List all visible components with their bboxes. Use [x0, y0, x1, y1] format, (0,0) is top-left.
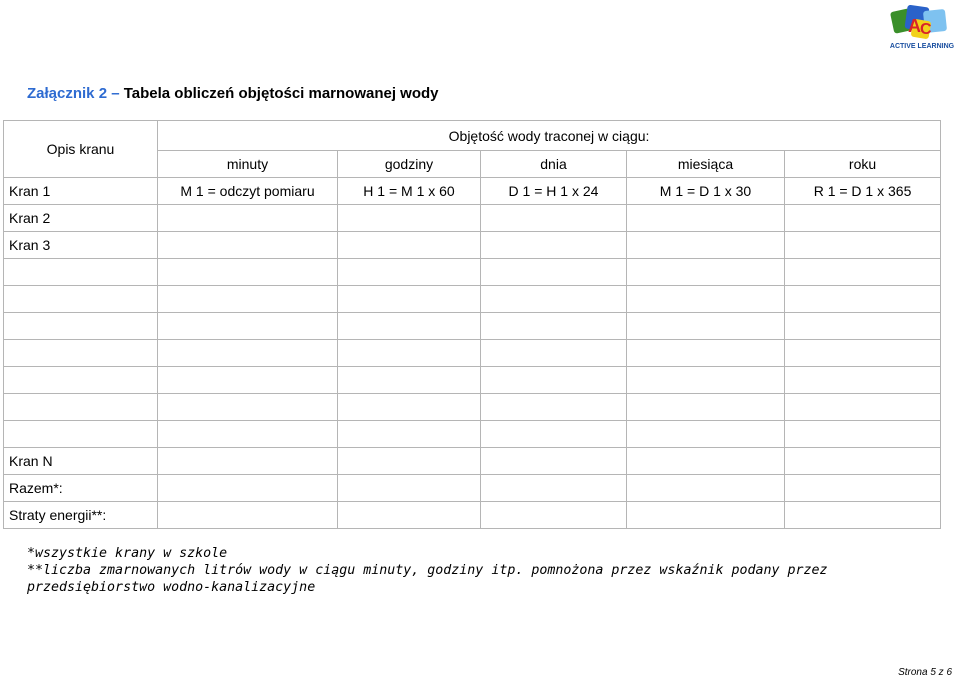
table-cell: [785, 475, 941, 502]
table-row: [4, 394, 941, 421]
table-cell: D 1 = H 1 x 24: [481, 178, 627, 205]
table-cell: [627, 394, 785, 421]
table-cell: [785, 421, 941, 448]
table-cell: [481, 232, 627, 259]
period-minute: minuty: [158, 151, 338, 178]
table-cell: [627, 448, 785, 475]
header-row-1: [4, 121, 941, 151]
table-cell: [338, 313, 481, 340]
period-year: roku: [785, 151, 941, 178]
table-cell: M 1 = D 1 x 30: [627, 178, 785, 205]
footnote-2: **liczba zmarnowanych litrów wody w ciągu minuty, godziny itp. pomnożona przez wskaźnik podany przez przedsiębiorstwo wodno-kanalizacyjne: [27, 563, 828, 595]
table-cell: [158, 448, 338, 475]
table-cell: [158, 313, 338, 340]
table-row: [4, 475, 941, 502]
table-row: [4, 421, 941, 448]
table-cell: [627, 367, 785, 394]
table-cell: M 1 = odczyt pomiaru: [158, 178, 338, 205]
table-cell: [338, 448, 481, 475]
table-cell: [158, 394, 338, 421]
heading-title: Tabela obliczeń objętości marnowanej wody: [123, 85, 439, 102]
table-row: [4, 259, 941, 286]
table-cell: [338, 232, 481, 259]
period-month: miesiąca: [627, 151, 785, 178]
table-cell: [338, 340, 481, 367]
table-cell: [627, 421, 785, 448]
row-label: [4, 340, 158, 367]
table-cell: [627, 259, 785, 286]
appendix-label: Załącznik 2: [27, 85, 108, 102]
row-label: Razem*:: [4, 475, 158, 502]
footnotes: [27, 545, 947, 596]
table-cell: [338, 502, 481, 529]
header-tap-description: Opis kranu: [4, 121, 158, 178]
row-label: [4, 394, 158, 421]
table-cell: [158, 340, 338, 367]
table-cell: [481, 367, 627, 394]
water-volume-table: [3, 120, 941, 529]
table-cell: [785, 502, 941, 529]
logo-text: ACTIVE LEARNING: [889, 43, 955, 50]
row-label: Straty energii**:: [4, 502, 158, 529]
table-cell: [481, 259, 627, 286]
table-cell: [338, 475, 481, 502]
table-cell: [785, 313, 941, 340]
row-label: Kran 1: [4, 178, 158, 205]
heading-dash: –: [111, 85, 120, 102]
table-cell: [481, 502, 627, 529]
svg-text:C: C: [920, 21, 932, 38]
table-row: [4, 232, 941, 259]
table-cell: [158, 286, 338, 313]
row-label: [4, 313, 158, 340]
table-cell: [627, 502, 785, 529]
table-cell: [338, 367, 481, 394]
table-cell: [785, 394, 941, 421]
header-volume-lost: Objętość wody traconej w ciągu:: [158, 121, 941, 151]
table-cell: [481, 286, 627, 313]
table-cell: [338, 286, 481, 313]
table-cell: [785, 448, 941, 475]
row-label: Kran N: [4, 448, 158, 475]
table-cell: [158, 232, 338, 259]
table-cell: [158, 205, 338, 232]
table-cell: [158, 475, 338, 502]
table-cell: [338, 205, 481, 232]
table-cell: [785, 286, 941, 313]
table-cell: [627, 232, 785, 259]
table-cell: R 1 = D 1 x 365: [785, 178, 941, 205]
table-cell: [627, 313, 785, 340]
table-cell: [481, 421, 627, 448]
table-row: [4, 448, 941, 475]
table-cell: [627, 475, 785, 502]
table-cell: [158, 259, 338, 286]
table-cell: [158, 502, 338, 529]
period-day: dnia: [481, 151, 627, 178]
page-number: Strona 5 z 6: [898, 667, 952, 678]
row-label: [4, 259, 158, 286]
table-cell: [481, 340, 627, 367]
table-cell: [785, 205, 941, 232]
table-row: [4, 178, 941, 205]
table-cell: [627, 205, 785, 232]
table-cell: [338, 394, 481, 421]
table-cell: [785, 340, 941, 367]
table-cell: H 1 = M 1 x 60: [338, 178, 481, 205]
row-label: [4, 286, 158, 313]
table-row: [4, 286, 941, 313]
active-learning-logo: [888, 4, 956, 56]
table-cell: [627, 286, 785, 313]
table-cell: [785, 367, 941, 394]
table-cell: [338, 259, 481, 286]
table-cell: [785, 232, 941, 259]
table-cell: [481, 205, 627, 232]
page-heading: [27, 85, 439, 102]
row-label: Kran 2: [4, 205, 158, 232]
table-cell: [481, 394, 627, 421]
table-cell: [158, 367, 338, 394]
row-label: [4, 421, 158, 448]
table-row: [4, 340, 941, 367]
row-label: Kran 3: [4, 232, 158, 259]
table-cell: [481, 475, 627, 502]
table-row: [4, 502, 941, 529]
table-cell: [627, 340, 785, 367]
period-hour: godziny: [338, 151, 481, 178]
table-cell: [338, 421, 481, 448]
table-row: [4, 313, 941, 340]
footnote-1: *wszystkie krany w szkole: [27, 546, 228, 561]
table-cell: [785, 259, 941, 286]
table-cell: [158, 421, 338, 448]
row-label: [4, 367, 158, 394]
table-cell: [481, 313, 627, 340]
table-row: [4, 367, 941, 394]
table-cell: [481, 448, 627, 475]
table-row: [4, 205, 941, 232]
svg-text:A: A: [908, 16, 921, 36]
